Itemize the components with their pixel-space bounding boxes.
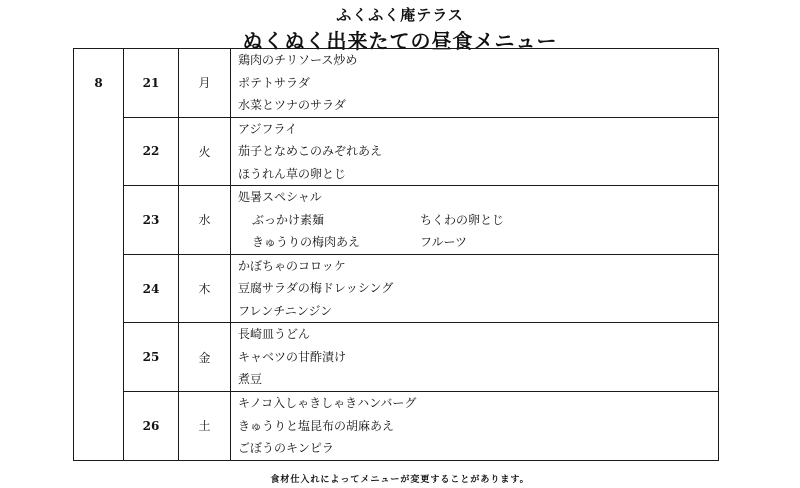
- menu-row: [74, 49, 719, 118]
- menu-row: [74, 117, 719, 186]
- dish-item: ちくわの卵とじ: [420, 212, 505, 227]
- dish-item: 豆腐サラダの梅ドレッシング: [238, 281, 394, 296]
- dish-item: アジフライ: [238, 121, 298, 136]
- weekday-cell: 金: [179, 323, 231, 392]
- dishes-cell: [231, 323, 719, 392]
- dish-item: かぼちゃのコロッケ: [238, 258, 346, 273]
- date-cell: 26: [124, 391, 179, 460]
- weekday-cell: 木: [179, 254, 231, 323]
- month-cell-empty: [74, 117, 124, 186]
- dishes-cell: [231, 117, 719, 186]
- lunch-menu-table: [73, 48, 719, 461]
- dish-item: 鶏肉のチリソース炒め: [238, 53, 358, 68]
- dish-item: フルーツ: [420, 235, 468, 250]
- dish-item: キャベツの甘酢漬け: [238, 349, 347, 364]
- dish-item: ごぼうのキンピラ: [238, 441, 334, 456]
- menu-row: [74, 254, 719, 323]
- restaurant-name: ふくふく庵テラス: [336, 6, 464, 24]
- date-cell: 22: [124, 117, 179, 186]
- dish-item: ほうれん草の卵とじ: [238, 166, 347, 181]
- dishes-cell: [231, 254, 719, 323]
- date-cell: 21: [124, 49, 179, 118]
- special-row: [238, 231, 718, 254]
- month-cell: 8: [74, 49, 124, 118]
- dish-item: 水菜とツナのサラダ: [238, 98, 346, 113]
- dish-item: 長崎皿うどん: [238, 327, 311, 342]
- menu-row: [74, 186, 719, 255]
- date-cell: 23: [124, 186, 179, 255]
- date-cell: 25: [124, 323, 179, 392]
- month-cell-empty: [74, 323, 124, 392]
- month-cell-empty: [74, 391, 124, 460]
- dishes-cell: [231, 391, 719, 460]
- footer-note: 食材仕入れによってメニューが変更することがあります。: [270, 475, 530, 485]
- dish-item: キノコ入しゃきしゃきハンバーグ: [238, 396, 417, 411]
- weekday-cell: 火: [179, 117, 231, 186]
- dish-item: きゅうりと塩昆布の胡麻あえ: [238, 418, 395, 433]
- weekday-cell: 水: [179, 186, 231, 255]
- weekday-cell: 土: [179, 391, 231, 460]
- dish-item: ぶっかけ素麺: [252, 212, 325, 227]
- special-title: 処暑スペシャル: [238, 190, 322, 205]
- weekday-cell: 月: [179, 49, 231, 118]
- dishes-cell: [231, 186, 719, 255]
- dish-item: フレンチニンジン: [238, 303, 333, 318]
- menu-row: [74, 391, 719, 460]
- date-cell: 24: [124, 254, 179, 323]
- menu-title: ぬくぬく出来たての昼食メニュー: [242, 29, 558, 53]
- dishes-cell: [231, 49, 719, 118]
- dish-item: ポテトサラダ: [238, 75, 310, 90]
- special-row: [238, 209, 718, 232]
- month-cell-empty: [74, 186, 124, 255]
- menu-row: [74, 323, 719, 392]
- dish-item: 茄子となめこのみぞれあえ: [238, 144, 383, 159]
- dish-item: きゅうりの梅肉あえ: [252, 235, 361, 250]
- month-cell-empty: [74, 254, 124, 323]
- dish-item: 煮豆: [238, 372, 263, 387]
